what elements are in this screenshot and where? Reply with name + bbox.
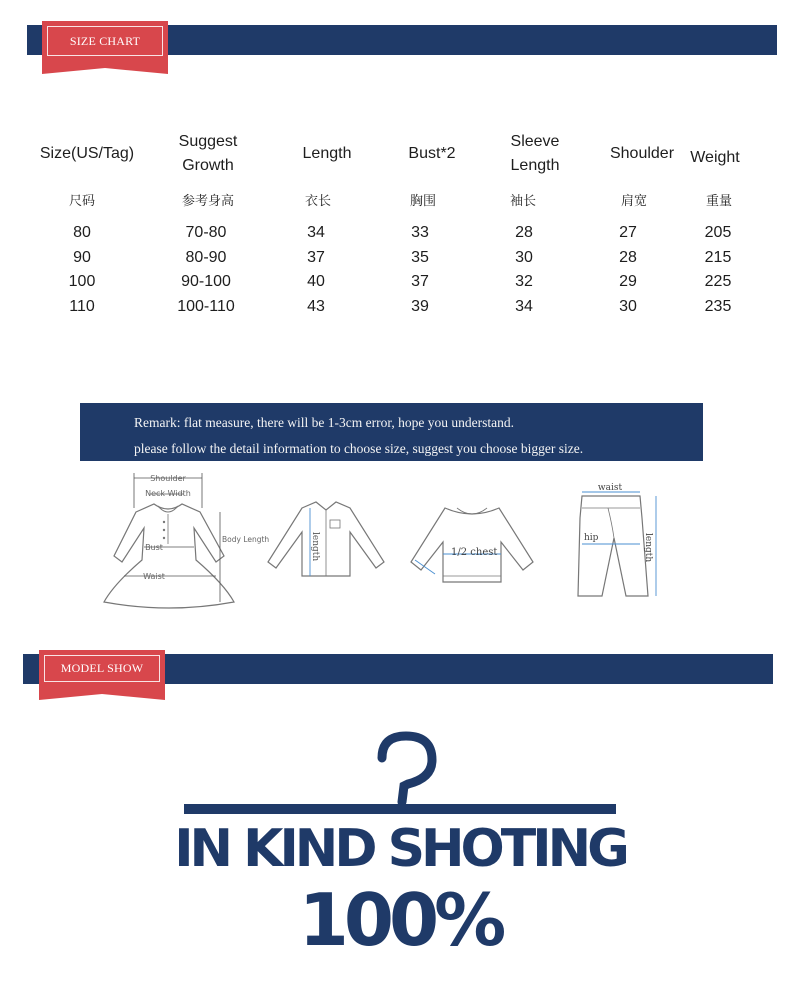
cell-growth: 80-90 xyxy=(185,248,227,266)
header-shoulder: Shoulder xyxy=(609,145,675,162)
cell-bust: 33 xyxy=(411,224,429,241)
percent-headline: 100% xyxy=(298,878,502,962)
header-sleeve: Sleeve Length xyxy=(510,133,560,174)
header-growth-cn: 参考身高 xyxy=(181,194,234,209)
cell-growth: 70-80 xyxy=(185,224,227,241)
cell-sleeve: 28 xyxy=(515,224,533,241)
shirt-length-label: length xyxy=(310,532,320,562)
sweater-chest-label: 1/2 chest xyxy=(451,547,498,558)
cell-weight: 235 xyxy=(704,297,732,315)
size-chart-ribbon xyxy=(42,21,168,62)
cell-length: 37 xyxy=(307,248,325,266)
size-chart-label: SIZE CHART xyxy=(69,33,141,48)
cell-length: 34 xyxy=(307,224,325,241)
cell-sleeve: 32 xyxy=(515,273,533,291)
model-show-ribbon xyxy=(39,650,165,688)
cell-shoulder: 29 xyxy=(619,273,637,291)
dress-bust-label: Bust xyxy=(145,543,163,552)
sweater-diagram xyxy=(405,498,540,584)
header-growth: Suggest Growth xyxy=(178,133,238,174)
pants-waist-label: waist xyxy=(597,483,623,493)
header-shoulder-cn: 肩宽 xyxy=(620,194,647,209)
remark-box xyxy=(80,403,703,461)
cell-bust: 37 xyxy=(411,273,429,291)
header-weight: Weight xyxy=(690,149,740,166)
cell-sleeve: 34 xyxy=(515,297,533,315)
cell-bust: 39 xyxy=(411,297,429,315)
size-chart-ribbon-tail xyxy=(42,61,168,75)
cell-shoulder: 30 xyxy=(619,297,637,315)
cell-length: 43 xyxy=(307,297,325,315)
cell-size: 90 xyxy=(73,248,91,266)
model-show-label: MODEL SHOW xyxy=(60,661,144,675)
header-bust: Bust*2 xyxy=(408,145,456,162)
dress-length-label: Body Length xyxy=(222,535,270,544)
cell-weight: 215 xyxy=(704,248,732,266)
cell-size: 110 xyxy=(69,297,95,315)
header-size: Size(US/Tag) xyxy=(39,145,135,162)
header-sleeve-cn: 袖长 xyxy=(509,194,536,209)
in-kind-headline: IN KIND SHOTING xyxy=(174,819,626,879)
remark-line-1: Remark: flat measure, there will be 1-3cm error, hope you understand. xyxy=(134,415,514,430)
pants-hip-label: hip xyxy=(584,533,599,543)
cell-growth: 100-110 xyxy=(177,297,235,315)
pants-length-label: length xyxy=(643,533,653,563)
header-size-cn: 尺码 xyxy=(68,194,95,209)
hanger-icon xyxy=(180,726,620,818)
cell-length: 40 xyxy=(307,273,325,291)
dress-diagram xyxy=(84,468,270,610)
model-show-ribbon-tail xyxy=(39,687,165,701)
cell-weight: 205 xyxy=(704,224,732,241)
header-length-cn: 衣长 xyxy=(304,194,331,209)
remark-line-2: please follow the detail information to choose size, suggest you choose bigger size. xyxy=(134,441,584,456)
header-weight-cn: 重量 xyxy=(705,194,732,209)
cell-shoulder: 27 xyxy=(619,224,637,241)
cell-sleeve: 30 xyxy=(515,248,533,266)
dress-waist-label: Waist xyxy=(143,572,165,581)
cell-size: 80 xyxy=(73,224,91,241)
cell-shoulder: 28 xyxy=(619,248,637,266)
header-bust-cn: 胸围 xyxy=(409,194,436,209)
shirt-diagram xyxy=(258,498,393,578)
cell-weight: 225 xyxy=(704,273,732,291)
cell-size: 100 xyxy=(68,273,96,291)
cell-bust: 35 xyxy=(411,248,429,266)
dress-shoulder-label: Shoulder xyxy=(150,474,186,483)
dress-neck-label: Neck Width xyxy=(145,489,191,498)
header-length: Length xyxy=(302,145,352,162)
cell-growth: 90-100 xyxy=(181,273,231,291)
pants-diagram xyxy=(568,478,668,600)
